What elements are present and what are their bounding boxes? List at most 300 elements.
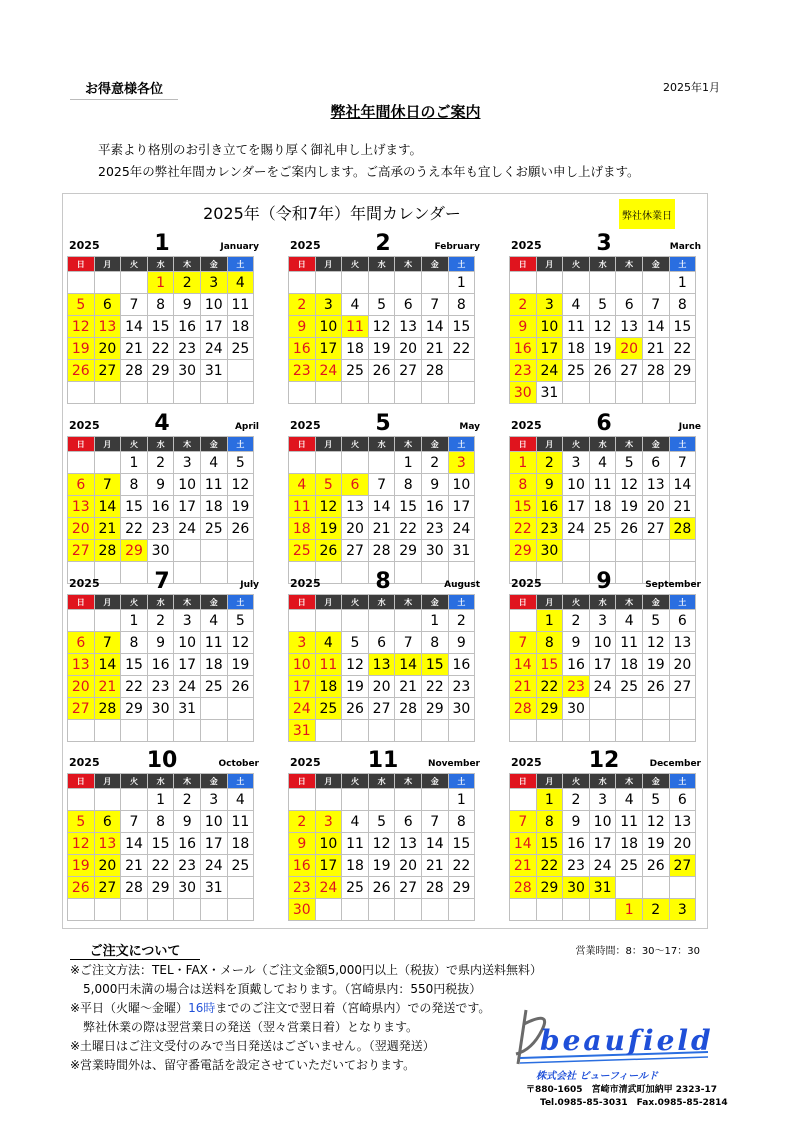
day-cell: 19 [642,833,669,855]
weekday-label: 木 [395,257,422,272]
weekday-label: 金 [200,774,227,789]
empty-cell [669,382,696,404]
day-cell: 10 [315,833,342,855]
day-cell: 26 [315,540,342,562]
day-cell: 14 [121,833,148,855]
weekday-label: 木 [616,595,643,610]
empty-cell [342,452,369,474]
day-cell: 7 [121,294,148,316]
day-cell: 5 [642,789,669,811]
week-row [289,811,475,833]
empty-cell [421,899,448,921]
empty-cell [368,272,395,294]
month-number: 8 [375,569,391,594]
day-cell: 25 [616,855,643,877]
week-row [289,316,475,338]
day-cell: 25 [227,338,254,360]
month-table [509,773,696,921]
empty-cell [227,720,254,742]
weekday-header-row [510,595,696,610]
day-cell: 17 [563,496,590,518]
empty-cell [121,789,148,811]
weekday-label: 木 [395,774,422,789]
month-header [67,566,261,594]
empty-cell [342,789,369,811]
day-cell: 21 [94,676,121,698]
empty-cell [589,698,616,720]
day-cell: 23 [289,360,316,382]
empty-cell [227,877,254,899]
empty-cell [289,452,316,474]
day-cell: 27 [94,360,121,382]
day-cell: 17 [315,338,342,360]
day-cell: 10 [289,654,316,676]
day-cell: 25 [342,877,369,899]
weekday-label: 日 [289,774,316,789]
weekday-label: 土 [669,595,696,610]
day-cell: 31 [200,360,227,382]
empty-cell [589,720,616,742]
day-cell: 19 [68,338,95,360]
weekday-header-row [68,595,254,610]
day-cell: 19 [589,338,616,360]
day-cell: 21 [421,338,448,360]
day-cell: 3 [174,452,201,474]
empty-cell [536,899,563,921]
day-cell: 2 [289,811,316,833]
month-english-name: April [234,422,259,432]
day-cell: 16 [174,316,201,338]
day-cell: 28 [510,698,537,720]
day-cell: 6 [68,632,95,654]
day-cell: 14 [368,496,395,518]
day-cell: 6 [395,811,422,833]
day-cell: 21 [642,338,669,360]
month-year: 2025 [290,577,321,590]
day-cell: 30 [174,877,201,899]
day-cell: 29 [448,877,475,899]
weekday-label: 金 [642,257,669,272]
weekday-label: 月 [94,437,121,452]
day-cell: 3 [448,452,475,474]
empty-cell [315,899,342,921]
day-cell: 4 [616,789,643,811]
week-row [68,654,254,676]
day-cell: 4 [200,610,227,632]
day-cell: 27 [395,877,422,899]
day-cell: 15 [147,316,174,338]
day-cell: 3 [315,294,342,316]
day-cell: 9 [289,316,316,338]
day-cell: 14 [421,833,448,855]
day-cell: 12 [68,316,95,338]
day-cell: 20 [68,518,95,540]
week-row [510,811,696,833]
day-cell: 8 [395,474,422,496]
weekday-label: 水 [368,774,395,789]
weekday-label: 火 [563,595,590,610]
day-cell: 10 [200,294,227,316]
day-cell: 2 [174,272,201,294]
empty-cell [589,540,616,562]
day-cell: 20 [368,676,395,698]
month-year: 2025 [511,419,542,432]
day-cell: 17 [589,833,616,855]
empty-cell [315,789,342,811]
week-row [68,833,254,855]
day-cell: 31 [536,382,563,404]
day-cell: 7 [368,474,395,496]
day-cell: 23 [510,360,537,382]
logo-wordmark: beaufield [540,1024,712,1057]
month-header [67,408,261,436]
empty-cell [227,698,254,720]
empty-cell [368,452,395,474]
weekday-header-row [289,257,475,272]
weekday-label: 土 [227,774,254,789]
weekday-label: 木 [174,595,201,610]
day-cell: 11 [342,833,369,855]
day-cell: 6 [368,632,395,654]
empty-cell [642,272,669,294]
day-cell: 8 [121,474,148,496]
business-hours: 営業時間：8：30〜17：30 [575,946,700,957]
empty-cell [289,610,316,632]
day-cell: 23 [563,855,590,877]
empty-cell [200,899,227,921]
week-row [68,789,254,811]
day-cell: 19 [315,518,342,540]
day-cell: 29 [510,540,537,562]
day-cell: 1 [669,272,696,294]
weekday-label: 月 [315,437,342,452]
day-cell: 2 [147,452,174,474]
week-row [68,272,254,294]
empty-cell [368,789,395,811]
week-row [510,316,696,338]
day-cell: 24 [315,877,342,899]
weekday-label: 金 [200,595,227,610]
day-cell: 30 [536,540,563,562]
month-header [509,745,703,773]
month-table [509,594,696,742]
day-cell: 30 [421,540,448,562]
week-row [510,452,696,474]
week-row [510,382,696,404]
day-cell: 9 [289,833,316,855]
day-cell: 23 [147,518,174,540]
week-row [510,294,696,316]
weekday-label: 日 [510,595,537,610]
day-cell: 23 [421,518,448,540]
empty-cell [289,789,316,811]
day-cell: 30 [448,698,475,720]
day-cell: 16 [421,496,448,518]
day-cell: 12 [642,632,669,654]
weekday-label: 金 [421,257,448,272]
day-cell: 31 [289,720,316,742]
month-year: 2025 [511,756,542,769]
day-cell: 14 [669,474,696,496]
week-row [68,698,254,720]
day-cell: 14 [121,316,148,338]
day-cell: 6 [642,452,669,474]
day-cell: 13 [342,496,369,518]
empty-cell [227,360,254,382]
empty-cell [395,789,422,811]
empty-cell [342,272,369,294]
day-cell: 18 [315,676,342,698]
empty-cell [448,360,475,382]
day-cell: 16 [563,833,590,855]
day-cell: 10 [563,474,590,496]
day-cell: 2 [421,452,448,474]
day-cell: 18 [616,833,643,855]
day-cell: 13 [68,496,95,518]
weekday-label: 木 [174,774,201,789]
day-cell: 21 [121,855,148,877]
month-number: 9 [596,569,612,594]
day-cell: 29 [669,360,696,382]
day-cell: 6 [616,294,643,316]
day-cell: 23 [289,877,316,899]
weekday-label: 火 [342,437,369,452]
weekday-label: 水 [147,437,174,452]
week-row [68,474,254,496]
day-cell: 22 [536,676,563,698]
empty-cell [121,720,148,742]
week-row [68,338,254,360]
next-january-day-cell: 1 [616,899,643,921]
weekday-header-row [510,257,696,272]
day-cell: 28 [121,360,148,382]
day-cell: 5 [227,610,254,632]
weekday-label: 日 [510,437,537,452]
day-cell: 27 [616,360,643,382]
day-cell: 9 [174,294,201,316]
day-cell: 11 [342,316,369,338]
month-english-name: December [649,759,701,769]
day-cell: 28 [642,360,669,382]
week-row [289,720,475,742]
day-cell: 11 [200,474,227,496]
weekday-label: 土 [448,437,475,452]
day-cell: 16 [174,833,201,855]
empty-cell [94,452,121,474]
empty-cell [563,720,590,742]
day-cell: 21 [368,518,395,540]
empty-cell [315,272,342,294]
day-cell: 16 [289,855,316,877]
empty-cell [94,610,121,632]
weekday-label: 月 [536,437,563,452]
day-cell: 13 [669,811,696,833]
day-cell: 2 [289,294,316,316]
day-cell: 28 [395,698,422,720]
empty-cell [563,382,590,404]
day-cell: 15 [421,654,448,676]
day-cell: 16 [563,654,590,676]
day-cell: 1 [147,272,174,294]
day-cell: 14 [421,316,448,338]
empty-cell [227,382,254,404]
empty-cell [315,610,342,632]
day-cell: 26 [342,698,369,720]
day-cell: 22 [448,338,475,360]
day-cell: 24 [174,518,201,540]
week-row [289,610,475,632]
empty-cell [563,899,590,921]
empty-cell [315,382,342,404]
week-row [289,474,475,496]
day-cell: 25 [200,676,227,698]
day-cell: 12 [368,316,395,338]
order-line-2: 5,000円未満の場合は送料を頂戴しております。（宮崎県内：550円税抜） [83,982,482,996]
empty-cell [448,899,475,921]
day-cell: 27 [395,360,422,382]
day-cell: 10 [174,474,201,496]
day-cell: 11 [315,654,342,676]
day-cell: 11 [227,294,254,316]
week-row [510,496,696,518]
month-year: 2025 [290,239,321,252]
weekday-label: 火 [121,437,148,452]
day-cell: 7 [642,294,669,316]
week-row [510,474,696,496]
weekday-label: 金 [642,437,669,452]
weekday-label: 金 [421,437,448,452]
month-header [288,566,482,594]
day-cell: 13 [94,316,121,338]
weekday-label: 木 [174,257,201,272]
empty-cell [200,698,227,720]
day-cell: 18 [589,496,616,518]
order-line-3-a: ※平日（火曜〜金曜） [70,1001,189,1015]
week-row [68,540,254,562]
empty-cell [642,877,669,899]
day-cell: 21 [94,518,121,540]
day-cell: 2 [147,610,174,632]
day-cell: 6 [669,789,696,811]
day-cell: 24 [174,676,201,698]
month-english-name: November [427,759,480,769]
week-row [510,338,696,360]
day-cell: 14 [94,654,121,676]
day-cell: 12 [315,496,342,518]
week-row [68,899,254,921]
month-header [509,228,703,256]
day-cell: 4 [616,610,643,632]
weekday-label: 金 [642,595,669,610]
day-cell: 30 [510,382,537,404]
day-cell: 22 [421,676,448,698]
week-row [510,833,696,855]
day-cell: 14 [510,654,537,676]
day-cell: 30 [147,540,174,562]
day-cell: 26 [227,518,254,540]
month-number: 5 [375,411,391,436]
day-cell: 1 [121,610,148,632]
week-row [510,676,696,698]
weekday-label: 日 [68,595,95,610]
weekday-label: 月 [315,257,342,272]
day-cell: 3 [315,811,342,833]
week-row [510,855,696,877]
empty-cell [395,382,422,404]
empty-cell [368,382,395,404]
day-cell: 4 [289,474,316,496]
day-cell: 27 [68,698,95,720]
day-cell: 5 [368,811,395,833]
empty-cell [289,272,316,294]
empty-cell [395,899,422,921]
week-row [510,877,696,899]
month-english-name: October [218,759,259,769]
weekday-header-row [510,774,696,789]
day-cell: 17 [315,855,342,877]
weekday-label: 火 [563,774,590,789]
day-cell: 28 [421,877,448,899]
weekday-label: 日 [289,595,316,610]
empty-cell [68,272,95,294]
document-title-wrap [0,101,811,122]
day-cell: 4 [315,632,342,654]
day-cell: 26 [642,855,669,877]
day-cell: 7 [510,811,537,833]
document-date: 2025年1月 [663,81,720,94]
weekday-label: 木 [616,257,643,272]
day-cell: 30 [174,360,201,382]
month-number: 3 [596,231,612,256]
empty-cell [642,540,669,562]
weekday-label: 木 [395,595,422,610]
day-cell: 8 [536,632,563,654]
next-january-day-cell: 3 [669,899,696,921]
month-table [288,256,475,404]
day-cell: 26 [68,360,95,382]
day-cell: 13 [642,474,669,496]
week-row [510,610,696,632]
empty-cell [589,272,616,294]
day-cell: 1 [510,452,537,474]
day-cell: 31 [589,877,616,899]
empty-cell [563,540,590,562]
day-cell: 6 [395,294,422,316]
day-cell: 15 [510,496,537,518]
month-english-name: March [669,242,701,252]
empty-cell [395,610,422,632]
day-cell: 2 [536,452,563,474]
document-title: 弊社年間休日のご案内 [330,103,481,121]
month-number: 4 [154,411,170,436]
day-cell: 10 [174,632,201,654]
month-english-name: January [220,242,259,252]
weekday-label: 火 [563,257,590,272]
weekday-label: 日 [68,437,95,452]
day-cell: 4 [227,789,254,811]
month-english-name: August [444,580,480,590]
weekday-label: 水 [368,595,395,610]
day-cell: 31 [448,540,475,562]
day-cell: 11 [616,811,643,833]
weekday-label: 金 [421,774,448,789]
empty-cell [174,720,201,742]
empty-cell [121,272,148,294]
month-header [67,228,261,256]
day-cell: 22 [510,518,537,540]
month-header [509,566,703,594]
empty-cell [200,382,227,404]
